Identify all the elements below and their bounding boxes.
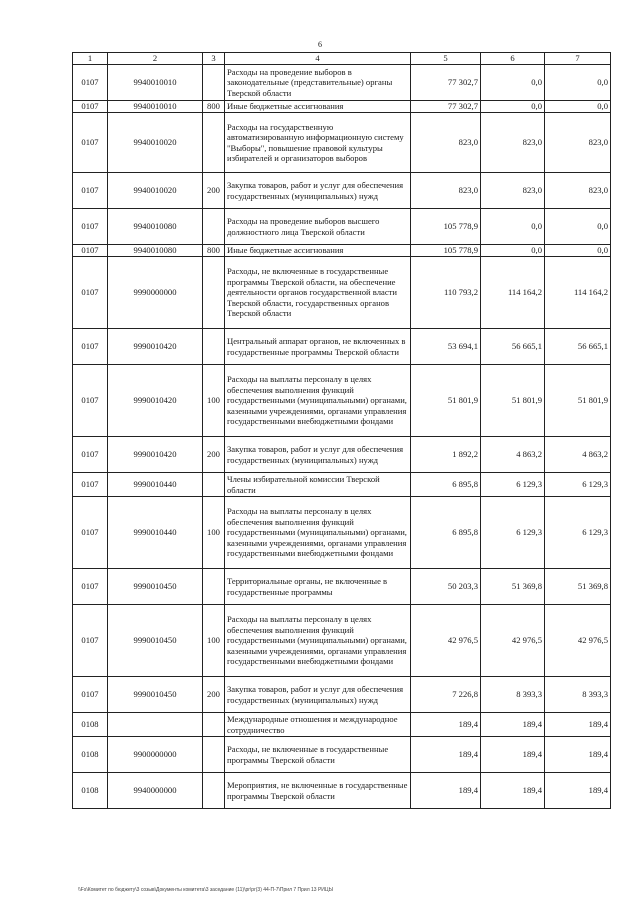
row-code-article: 9990010450 [108,569,203,605]
row-value-6: 0,0 [481,245,545,257]
row-code-type [203,713,225,737]
row-code-razdel: 0108 [73,713,108,737]
row-code-article: 9940010010 [108,101,203,113]
row-value-6: 6 129,3 [481,473,545,497]
table-row [73,113,611,173]
row-value-5: 42 976,5 [411,605,481,677]
row-code-razdel: 0107 [73,437,108,473]
row-value-5: 823,0 [411,173,481,209]
row-code-article: 9990010420 [108,329,203,365]
table-row [73,101,611,113]
table-row [73,773,611,809]
row-description: Территориальные органы, не включенные в государственные программы [225,569,411,605]
table-row [73,677,611,713]
row-value-7: 51 801,9 [545,365,611,437]
table-row [73,173,611,209]
row-value-7: 189,4 [545,773,611,809]
file-path-footer: \\Fs\Комитет по бюджету\3 созыв\Документы комитета\3 заседание (11)\pr\pr(3) 44-П-7\Прил 7 Прил 13 РИЦЫ [78,887,334,893]
row-code-razdel: 0107 [73,209,108,245]
row-value-5: 1 892,2 [411,437,481,473]
row-code-article: 9990000000 [108,257,203,329]
table-row [73,365,611,437]
row-code-type: 100 [203,497,225,569]
row-code-article: 9990010420 [108,365,203,437]
row-description: Закупка товаров, работ и услуг для обеспечения государственных (муниципальных) нужд [225,437,411,473]
row-value-7: 823,0 [545,173,611,209]
table-row [73,329,611,365]
row-description: Расходы на выплаты персоналу в целях обеспечения выполнения функций государственными (муниципальными) органами, казенными учреждениями, органами управления государственными внебюджетными фондами [225,365,411,437]
row-value-6: 51 369,8 [481,569,545,605]
row-code-type [203,773,225,809]
row-code-razdel: 0107 [73,473,108,497]
row-value-5: 189,4 [411,773,481,809]
row-code-article: 9990010440 [108,473,203,497]
row-value-5: 823,0 [411,113,481,173]
row-code-type [203,65,225,101]
row-code-razdel: 0107 [73,605,108,677]
row-code-type [203,737,225,773]
row-description: Иные бюджетные ассигнования [225,101,411,113]
table-row [73,737,611,773]
row-code-type [203,257,225,329]
row-code-article: 9900000000 [108,737,203,773]
row-code-article: 9940010080 [108,209,203,245]
row-code-type [203,473,225,497]
row-description: Расходы на проведение выборов высшего должностного лица Тверской области [225,209,411,245]
row-description: Расходы на выплаты персоналу в целях обеспечения выполнения функций государственными (муниципальными) органами, казенными учреждениями, органами управления государственными внебюджетными фондами [225,497,411,569]
row-description: Международные отношения и международное сотрудничество [225,713,411,737]
row-code-razdel: 0107 [73,365,108,437]
table-row [73,713,611,737]
header-cell: 6 [481,53,545,65]
page-number: 6 [318,40,322,49]
row-value-5: 6 895,8 [411,473,481,497]
row-code-razdel: 0107 [73,245,108,257]
row-value-5: 189,4 [411,737,481,773]
row-code-razdel: 0107 [73,569,108,605]
row-value-7: 0,0 [545,209,611,245]
table-row [73,497,611,569]
table-row [73,473,611,497]
row-code-type [203,569,225,605]
row-code-type [203,329,225,365]
row-code-article: 9940010020 [108,113,203,173]
row-code-article: 9990010450 [108,605,203,677]
row-code-type: 200 [203,173,225,209]
row-description: Закупка товаров, работ и услуг для обеспечения государственных (муниципальных) нужд [225,173,411,209]
header-cell: 4 [225,53,411,65]
row-code-razdel: 0107 [73,329,108,365]
row-code-type: 100 [203,605,225,677]
row-value-7: 823,0 [545,113,611,173]
header-cell: 5 [411,53,481,65]
row-value-7: 189,4 [545,713,611,737]
row-value-5: 50 203,3 [411,569,481,605]
row-code-razdel: 0107 [73,677,108,713]
row-value-5: 6 895,8 [411,497,481,569]
row-value-6: 0,0 [481,101,545,113]
header-cell: 2 [108,53,203,65]
row-value-5: 77 302,7 [411,65,481,101]
row-code-type: 100 [203,365,225,437]
header-cell: 7 [545,53,611,65]
row-description: Мероприятия, не включенные в государственные программы Тверской области [225,773,411,809]
row-description: Центральный аппарат органов, не включенных в государственные программы Тверской области [225,329,411,365]
row-value-5: 53 694,1 [411,329,481,365]
row-code-article: 9940010020 [108,173,203,209]
row-code-razdel: 0108 [73,737,108,773]
row-code-article: 9990010440 [108,497,203,569]
table-row [73,605,611,677]
row-value-6: 823,0 [481,173,545,209]
row-value-7: 51 369,8 [545,569,611,605]
row-value-7: 42 976,5 [545,605,611,677]
row-code-razdel: 0107 [73,173,108,209]
row-value-6: 4 863,2 [481,437,545,473]
row-value-6: 56 665,1 [481,329,545,365]
row-description: Члены избирательной комиссии Тверской области [225,473,411,497]
row-description: Закупка товаров, работ и услуг для обеспечения государственных (муниципальных) нужд [225,677,411,713]
row-value-6: 6 129,3 [481,497,545,569]
row-description: Расходы на выплаты персоналу в целях обеспечения выполнения функций государственными (муниципальными) органами, казенными учреждениями, органами управления государственными внебюджетными фондами [225,605,411,677]
table-row [73,65,611,101]
budget-table [72,52,611,809]
row-value-5: 51 801,9 [411,365,481,437]
row-value-6: 114 164,2 [481,257,545,329]
row-code-razdel: 0107 [73,113,108,173]
row-description: Иные бюджетные ассигнования [225,245,411,257]
row-code-type: 200 [203,677,225,713]
row-code-type [203,209,225,245]
row-value-7: 6 129,3 [545,497,611,569]
row-value-6: 0,0 [481,65,545,101]
row-code-razdel: 0107 [73,101,108,113]
row-value-6: 189,4 [481,737,545,773]
row-value-6: 51 801,9 [481,365,545,437]
row-code-article: 9990010450 [108,677,203,713]
row-code-type [203,113,225,173]
table-header-row [73,53,611,65]
table-row [73,257,611,329]
row-value-7: 0,0 [545,245,611,257]
row-value-7: 0,0 [545,65,611,101]
row-value-7: 4 863,2 [545,437,611,473]
row-code-razdel: 0108 [73,773,108,809]
row-code-type: 200 [203,437,225,473]
row-value-6: 42 976,5 [481,605,545,677]
row-value-7: 0,0 [545,101,611,113]
table-row [73,209,611,245]
row-code-article: 9940010080 [108,245,203,257]
row-value-6: 189,4 [481,713,545,737]
row-description: Расходы, не включенные в государственные программы Тверской области, на обеспечение деятельности органов государственной власти Тверской области, государственных органов Тверской области [225,257,411,329]
row-value-7: 114 164,2 [545,257,611,329]
row-value-5: 77 302,7 [411,101,481,113]
header-cell: 3 [203,53,225,65]
row-value-5: 105 778,9 [411,209,481,245]
row-value-5: 105 778,9 [411,245,481,257]
table-row [73,437,611,473]
row-code-article: 9990010420 [108,437,203,473]
row-value-7: 56 665,1 [545,329,611,365]
row-code-razdel: 0107 [73,257,108,329]
row-value-7: 8 393,3 [545,677,611,713]
row-code-type: 800 [203,245,225,257]
row-value-6: 0,0 [481,209,545,245]
row-value-5: 189,4 [411,713,481,737]
row-description: Расходы на проведение выборов в законодательные (представительные) органы Тверской области [225,65,411,101]
header-cell: 1 [73,53,108,65]
row-value-6: 189,4 [481,773,545,809]
row-code-razdel: 0107 [73,497,108,569]
row-code-article: 9940000000 [108,773,203,809]
row-code-razdel: 0107 [73,65,108,101]
row-description: Расходы на государственную автоматизированную информационную систему "Выборы", повышение правовой культуры избирателей и организаторов выборов [225,113,411,173]
table-row [73,245,611,257]
row-value-7: 189,4 [545,737,611,773]
row-code-article [108,713,203,737]
row-value-5: 110 793,2 [411,257,481,329]
row-value-6: 823,0 [481,113,545,173]
row-code-article: 9940010010 [108,65,203,101]
row-value-7: 6 129,3 [545,473,611,497]
row-description: Расходы, не включенные в государственные программы Тверской области [225,737,411,773]
row-value-5: 7 226,8 [411,677,481,713]
row-value-6: 8 393,3 [481,677,545,713]
table-row [73,569,611,605]
row-code-type: 800 [203,101,225,113]
